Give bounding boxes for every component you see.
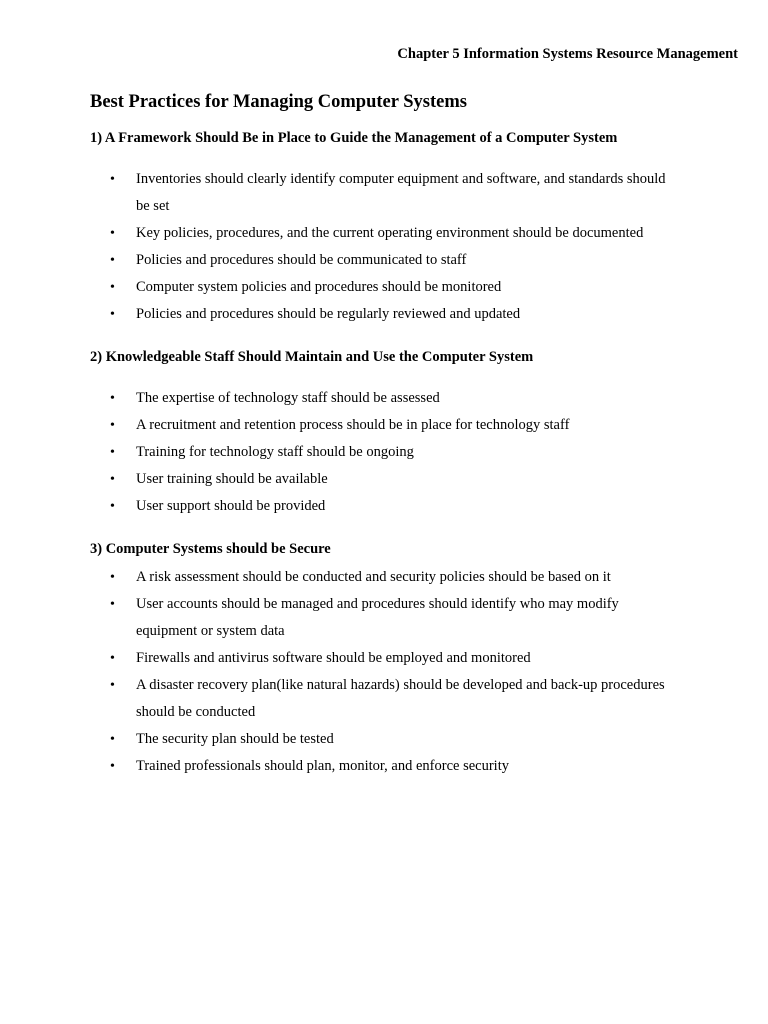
list-item-text: Policies and procedures should be regularly reviewed and updated — [136, 306, 521, 322]
list-item — [0, 439, 676, 466]
list-item-text: A risk assessment should be conducted and security policies should be based on it — [136, 569, 611, 585]
bullet-icon: • — [110, 226, 115, 241]
list-item — [0, 645, 676, 672]
list-item-text: Firewalls and antivirus software should be employed and monitored — [136, 650, 531, 666]
list-item-text: Computer system policies and procedures should be monitored — [136, 279, 502, 295]
list-item — [0, 247, 676, 274]
bullet-list-security — [0, 564, 676, 780]
bullet-icon: • — [110, 445, 115, 460]
page-title: Best Practices for Managing Computer Systems — [90, 92, 467, 112]
list-item-text: Inventories should clearly identify computer equipment and software, and standards should be set — [136, 171, 666, 214]
list-item-text: Key policies, procedures, and the current operating environment should be documented — [136, 225, 644, 241]
bullet-icon: • — [110, 651, 115, 666]
bullet-icon: • — [110, 472, 115, 487]
list-item — [0, 166, 676, 220]
running-header: Chapter 5 Information Systems Resource Management — [397, 46, 738, 62]
bullet-icon: • — [110, 597, 115, 612]
list-item — [0, 564, 676, 591]
section-heading-framework: 1) A Framework Should Be in Place to Guide the Management of a Computer System — [90, 130, 618, 146]
section-heading-security: 3) Computer Systems should be Secure — [90, 541, 331, 557]
list-item — [0, 493, 676, 520]
bullet-icon: • — [110, 732, 115, 747]
bullet-icon: • — [110, 570, 115, 585]
bullet-icon: • — [110, 172, 115, 187]
section-heading-staff: 2) Knowledgeable Staff Should Maintain and Use the Computer System — [90, 349, 534, 365]
list-item — [0, 753, 676, 780]
list-item — [0, 385, 676, 412]
list-item-text: A disaster recovery plan(like natural hazards) should be developed and back-up procedures should be conducted — [136, 677, 665, 720]
list-item-text: The expertise of technology staff should be assessed — [136, 390, 440, 406]
bullet-icon: • — [110, 499, 115, 514]
bullet-icon: • — [110, 253, 115, 268]
list-item — [0, 412, 676, 439]
list-item-text: A recruitment and retention process should be in place for technology staff — [136, 417, 570, 433]
list-item — [0, 591, 676, 645]
bullet-icon: • — [110, 307, 115, 322]
list-item-text: The security plan should be tested — [136, 731, 334, 747]
list-item — [0, 274, 676, 301]
bullet-icon: • — [110, 280, 115, 295]
list-item — [0, 672, 676, 726]
bullet-icon: • — [110, 418, 115, 433]
list-item — [0, 466, 676, 493]
list-item-text: User support should be provided — [136, 498, 326, 514]
list-item-text: User accounts should be managed and procedures should identify who may modify equipment or system data — [136, 596, 619, 639]
bullet-list-staff — [0, 385, 676, 520]
list-item-text: User training should be available — [136, 471, 328, 487]
list-item-text: Policies and procedures should be communicated to staff — [136, 252, 467, 268]
list-item — [0, 301, 676, 328]
list-item-text: Trained professionals should plan, monitor, and enforce security — [136, 758, 509, 774]
list-item — [0, 220, 676, 247]
bullet-list-framework — [0, 166, 676, 328]
bullet-icon: • — [110, 678, 115, 693]
list-item-text: Training for technology staff should be ongoing — [136, 444, 414, 460]
bullet-icon: • — [110, 391, 115, 406]
bullet-icon: • — [110, 759, 115, 774]
list-item — [0, 726, 676, 753]
